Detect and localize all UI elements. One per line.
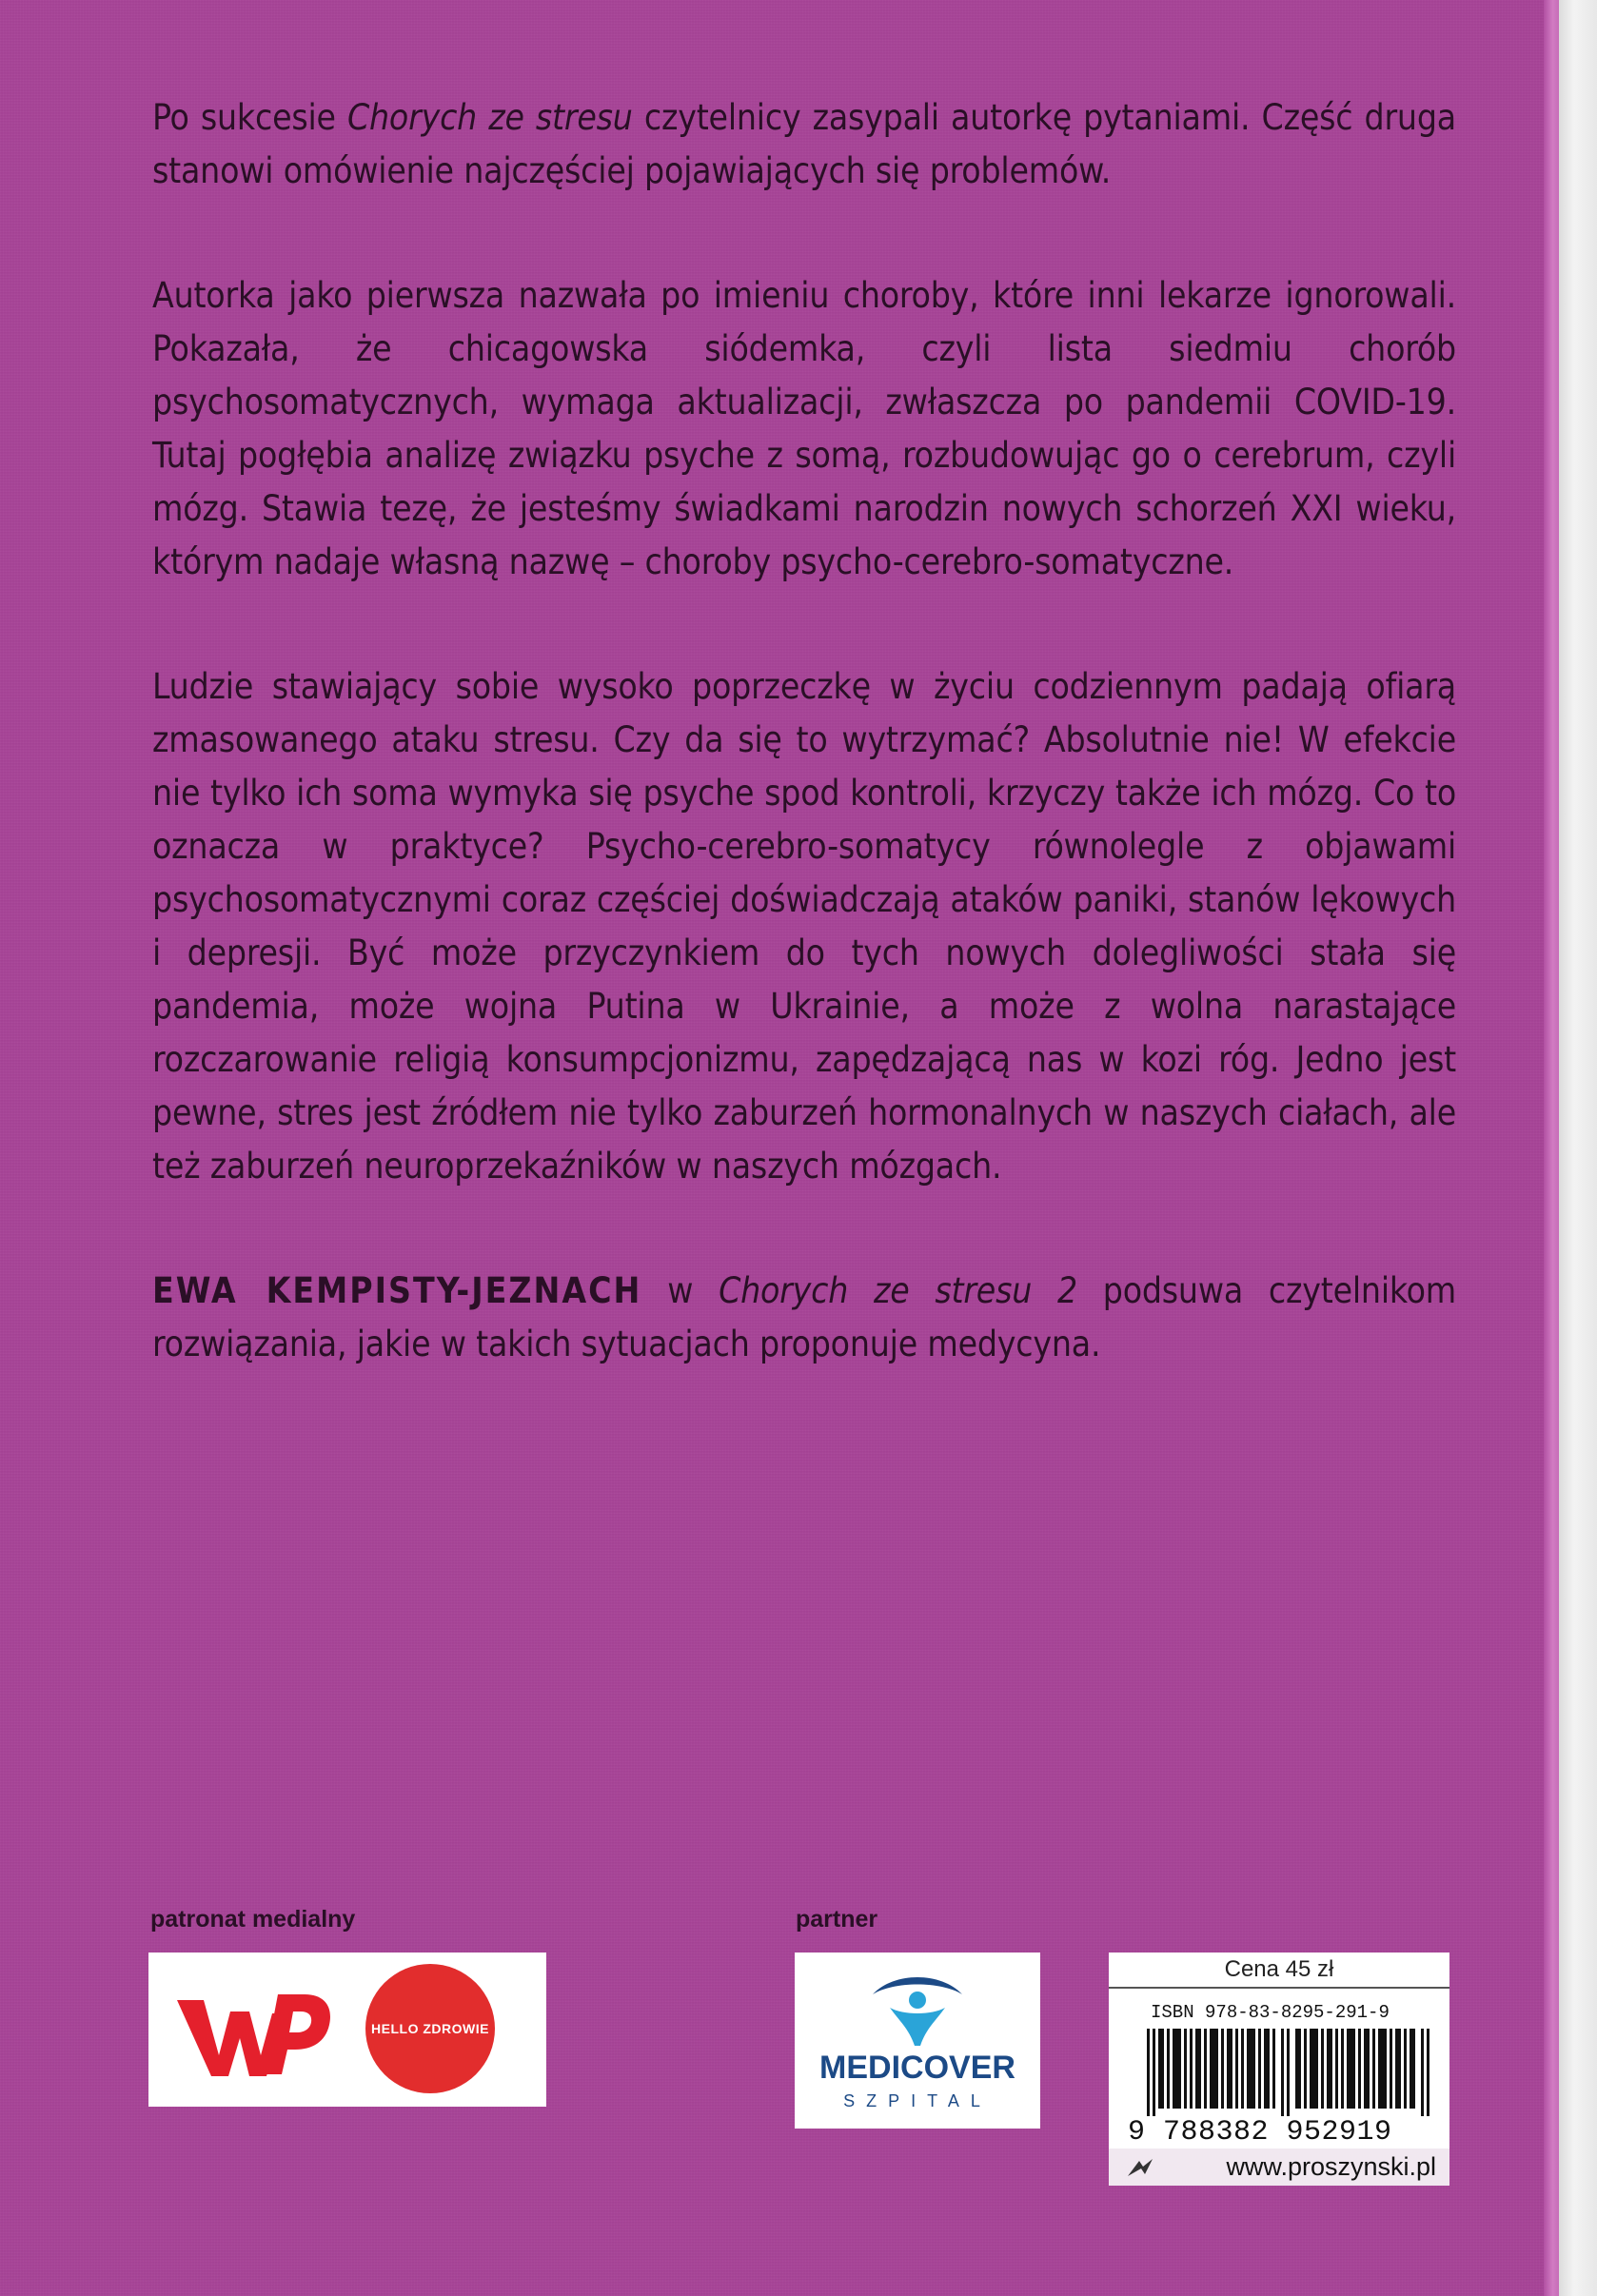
book-title-sequel: Chorych ze stresu 2 bbox=[719, 1270, 1077, 1311]
publisher-arrow-icon bbox=[1126, 2157, 1154, 2178]
wp-logo-icon bbox=[173, 1979, 335, 2084]
paragraph-author-thesis: Autorka jako pierwsza nazwała po imieniu choroby, które inni lekarze ignorowali. Pokazała, że chicagowska siódemka, czyli lista siedmiu chorób psychosomatycznych, wymaga aktualizacji, zwłaszcza po pandemii COVID-19. Tutaj pogłębia analizę związku psyche z somą, rozbudowując go o cerebrum, czyli mózg. Stawia tezę, że jesteśmy świadkami narodzin nowych schorzeń XXI wieku, którym nadaje własną nazwę – choroby psycho-cerebro-somatyczne. bbox=[152, 275, 1456, 582]
paragraph-stress-effects: Ludzie stawiający sobie wysoko poprzeczkę w życiu codziennym padają ofiarą zmasowanego ataku stresu. Czy da się to wytrzymać? Absolutnie nie! W efekcie nie tylko ich soma wymyka się psyche spod kontroli, krzyczy także ich mózg. Co to oznacza w praktyce? Psycho-cerebro-somatycy równolegle z objawami psychosomatycznymi coraz częściej doświadczają ataków paniki, stanów lękowych i depresji. Być może przyczynkiem do tych nowych dolegliwości stała się pandemia, może wojna Putina w Ukrainie, a może z wolna narastające rozczarowanie religią konsumpcjonizmu, zapędzającą nas w kozi róg. Jedno jest pewne, stres jest źródłem nie tylko zaburzeń hormonalnych w naszych ciałach, ale też zaburzeń neuroprzekaźników w naszych mózgach. bbox=[152, 666, 1456, 1187]
isbn-number: ISBN 978-83-8295-291-9 bbox=[1151, 2002, 1390, 2023]
medicover-subtitle: SZPITAL bbox=[843, 2091, 992, 2110]
publisher-website-text: www.proszynski.pl bbox=[1226, 2152, 1436, 2181]
price-label: Cena 45 zł bbox=[1109, 1953, 1449, 1989]
summary-connector: w bbox=[641, 1270, 720, 1311]
paragraph-intro bbox=[152, 91, 1456, 198]
partner-logo bbox=[795, 1953, 1040, 2129]
paragraph-author-summary bbox=[152, 1265, 1456, 1371]
intro-text-start: Po sukcesie bbox=[152, 97, 347, 138]
intro-text-end: czytelnicy zasypali autorkę pytaniami. Część druga stanowi omówienie najczęściej pojawiających się problemów. bbox=[152, 97, 1456, 191]
paper-edge bbox=[1559, 0, 1597, 2296]
barcode-digits: 9 788382 952919 bbox=[1128, 2116, 1392, 2149]
author-name: EWA KEMPISTY-JEZNACH bbox=[152, 1270, 642, 1311]
barcode-icon bbox=[1147, 2029, 1432, 2116]
media-patronage-label: patronat medialny bbox=[150, 1906, 356, 1933]
media-patron-logos bbox=[148, 1953, 546, 2107]
book-title-reference: Chorych ze stresu bbox=[346, 97, 633, 138]
spine-edge bbox=[1544, 0, 1559, 2296]
partner-label: partner bbox=[796, 1906, 878, 1933]
medicover-name: MEDICOVER bbox=[819, 2050, 1015, 2086]
summary-text-end: podsuwa czytelnikom rozwiązania, jakie w takich sytuacjach proponuje medycyna. bbox=[152, 1270, 1457, 1364]
blurb-text bbox=[152, 91, 1456, 1442]
medicover-emblem-icon bbox=[865, 1966, 970, 2048]
barcode-block bbox=[1109, 1953, 1449, 2186]
publisher-website bbox=[1109, 2149, 1449, 2186]
hello-zdrowie-logo: HELLO ZDROWIE bbox=[365, 1964, 495, 2093]
